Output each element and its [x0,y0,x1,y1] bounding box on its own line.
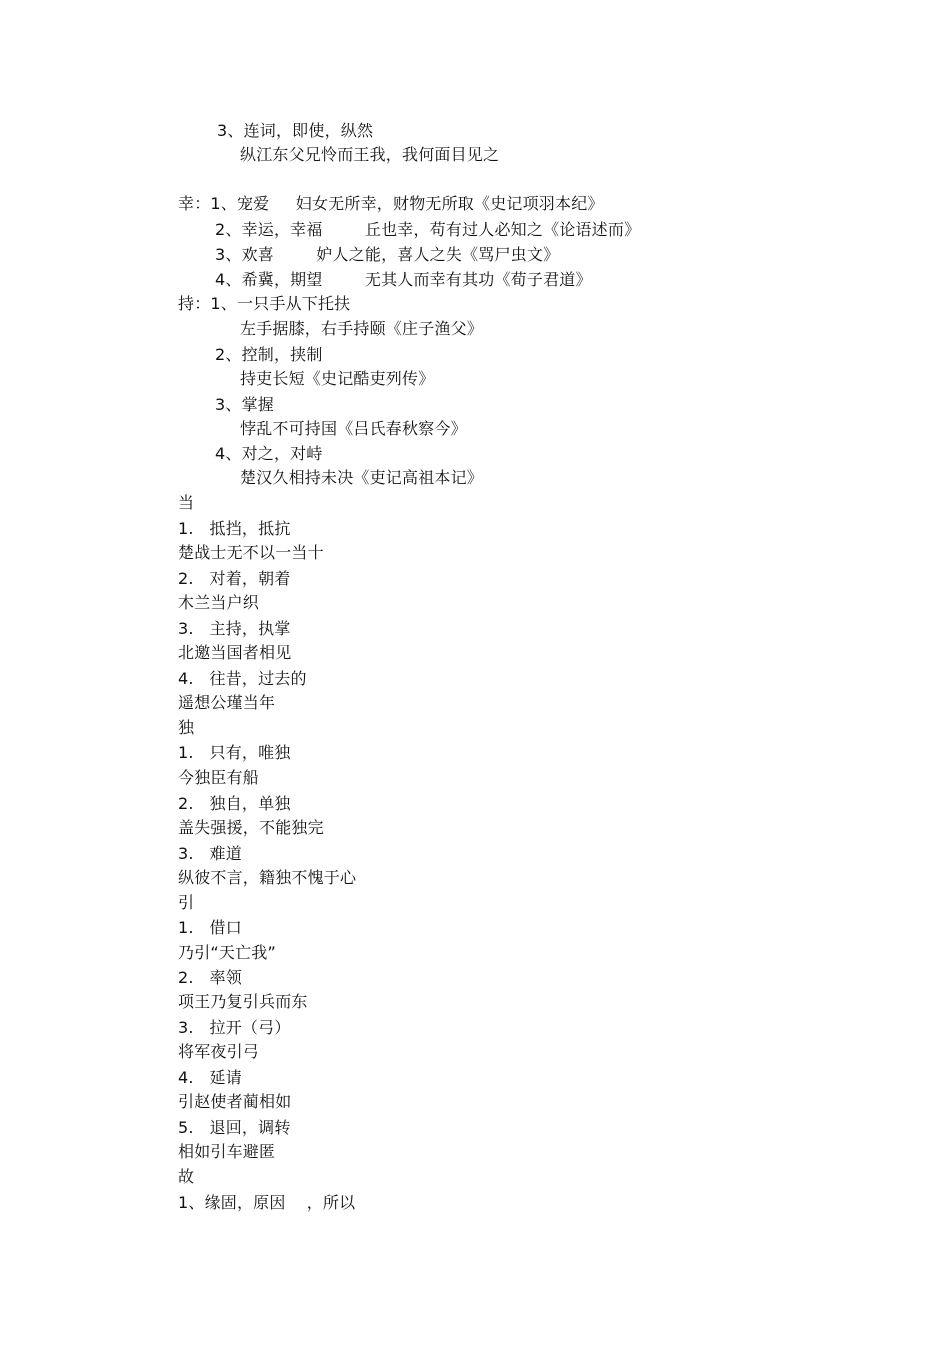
text-line: 故 [178,1167,195,1186]
text-line: 持吏长短《史记酷吏列传》 [240,369,435,388]
text-line: 5. 退回，调转 [178,1118,291,1137]
text-line: 项王乃复引兵而东 [178,992,308,1011]
text-line: 今独臣有船 [178,768,260,787]
text-line: 遥想公瑾当年 [178,693,276,712]
text-line: 乃引“天亡我” [178,943,276,962]
text-line: 4. 延请 [178,1068,242,1087]
text-line: 2. 独自，单独 [178,794,291,813]
text-line: 1. 只有，唯独 [178,743,291,762]
text-line: 将军夜引弓 [178,1042,260,1061]
text-line: 1. 抵挡，抵抗 [178,519,291,538]
text-line: 北邀当国者相见 [178,643,292,662]
text-line: 3. 主持，执掌 [178,619,291,638]
text-line: 2. 对着，朝着 [178,569,291,588]
text-line: 4、对之，对峙 [215,444,323,463]
text-line: 当 [178,493,195,512]
text-line: 1. 借口 [178,918,242,937]
text-line: 3、掌握 [215,395,274,414]
text-line: 盖失强援，不能独完 [178,818,324,837]
text-line: 左手据膝，右手持颐《庄子渔父》 [240,319,484,338]
text-line: 3、欢喜 妒人之能，喜人之失《骂尸虫文》 [215,245,560,264]
text-line: 2、控制，挟制 [215,345,323,364]
text-line: 3. 难道 [178,844,242,863]
text-line: 1、缘固，原因 ，所以 [178,1193,356,1212]
text-line: 楚战士无不以一当十 [178,543,324,562]
text-line: 4. 往昔，过去的 [178,669,307,688]
text-line: 3. 拉开（弓） [178,1018,291,1037]
text-line: 纵江东父兄怜而王我，我何面目见之 [240,145,500,164]
text-line: 悖乱不可持国《吕氏春秋察今》 [240,419,467,438]
text-line: 引赵使者蔺相如 [178,1092,292,1111]
text-line: 纵彼不言，籍独不愧于心 [178,868,357,887]
text-line: 2、幸运，幸福 丘也幸，苟有过人必知之《论语述而》 [215,220,641,239]
text-line: 独 [178,718,195,737]
text-line: 幸：1、宠爱 妇女无所幸，财物无所取《史记项羽本纪》 [178,194,604,213]
text-line: 木兰当户织 [178,593,260,612]
text-line: 4、希冀，期望 无其人而幸有其功《荀子君道》 [215,270,592,289]
text-line: 3、连词，即使，纵然 [217,121,374,140]
text-line: 持：1、一只手从下托扶 [178,294,351,313]
text-line: 引 [178,893,195,912]
text-line: 2. 率领 [178,968,242,987]
text-line: 相如引车避匿 [178,1142,276,1161]
text-line: 楚汉久相持未决《吏记高祖本记》 [240,468,484,487]
